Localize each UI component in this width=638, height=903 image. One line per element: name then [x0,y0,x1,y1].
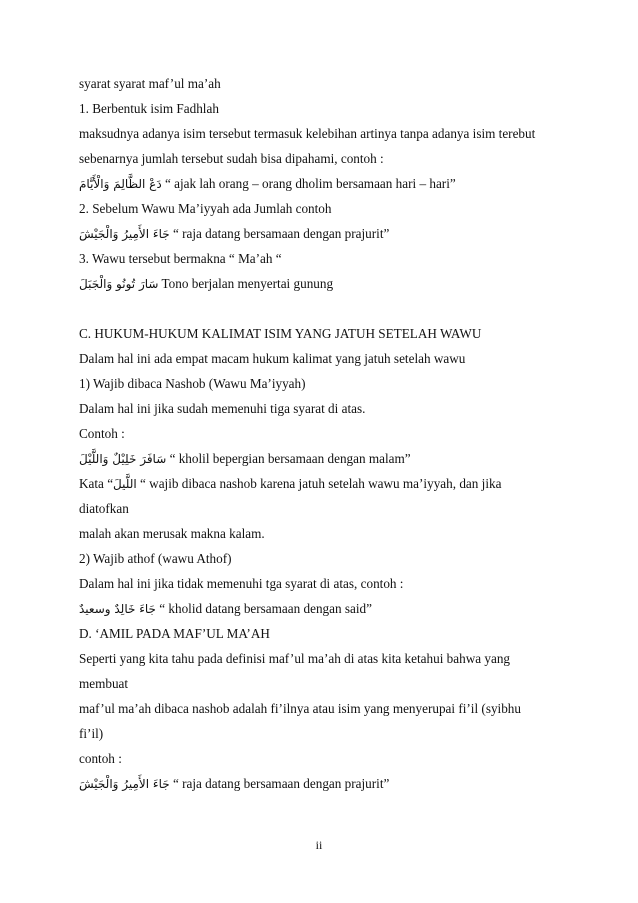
text-line-1: syarat syarat maf’ul ma’ah [79,76,221,91]
text-line-4: sebenarnya jumlah tersebut sudah bisa dipahami, contoh : [79,151,384,166]
arabic-text: سَارَ تُونُو وَالْجَبَلَ [79,277,159,291]
section-heading-d: D. ‘AMIL PADA MAF’UL MA’AH [79,626,270,641]
arabic-text: جَاءَ خَالِدٌ وسعيدٌ [79,602,156,616]
text-line-15: Contoh : [79,426,125,441]
text-line-25: membuat [79,676,129,691]
section-heading-c: C. HUKUM-HUKUM KALIMAT ISIM YANG JATUH SETELAH WAWU [79,326,482,341]
arabic-text: سَافَرَ خَلِيْلٌ وَاللَّيْلَ [79,452,167,466]
text-line-18: diatofkan [79,501,129,516]
text-line-6: 2. Sebelum Wawu Ma’iyyah ada Jumlah contoh [79,201,332,216]
text-line-21: Dalam hal ini jika tidak memenuhi tga syarat di atas, contoh : [79,576,404,591]
arabic-text: جَاءَ الأَمِيرُ وَالْجَيْشَ [79,777,170,791]
text-line-26: maf’ul ma’ah dibaca nashob adalah fi’ilnya atau isim yang menyerupai fi’il (syibhu [79,701,521,716]
example-line-1: دَعْ الظَّالِمَ وَالْأَيَّامَ “ ajak lah orang – orang dholim bersamaan hari – hari” [79,176,456,191]
text-line-3: maksudnya adanya isim tersebut termasuk kelebihan artinya tanpa adanya isim terebut [79,126,536,141]
example-line-6: جَاءَ الأَمِيرُ وَالْجَيْشَ “ raja datang bersamaan dengan prajurit” [79,776,390,791]
example-line-3: سَارَ تُونُو وَالْجَبَلَ Tono berjalan menyertai gunung [79,276,334,291]
text-line-12: Dalam hal ini ada empat macam hukum kalimat yang jatuh setelah wawu [79,351,466,366]
arabic-text: دَعْ الظَّالِمَ وَالْأَيَّامَ [79,177,162,191]
text-line-14: Dalam hal ini jika sudah memenuhi tiga syarat di atas. [79,401,366,416]
text-line-17: Kata “اللَّيلَ “ wajib dibaca nashob karena jatuh setelah wawu ma’iyyah, dan jika [79,476,502,491]
text-line-24: Seperti yang kita tahu pada definisi maf’ul ma’ah di atas kita ketahui bahwa yang [79,651,511,666]
text-line-8: 3. Wawu tersebut bermakna “ Ma’ah “ [79,251,282,266]
text-line-20: 2) Wajib athof (wawu Athof) [79,551,232,566]
text-line-2: 1. Berbentuk isim Fadhlah [79,101,219,116]
example-line-4: سَافَرَ خَلِيْلٌ وَاللَّيْلَ “ kholil bepergian bersamaan dengan malam” [79,451,411,466]
text-line-19: malah akan merusak makna kalam. [79,526,265,541]
example-line-2: جَاءَ الأَمِيرُ وَالْجَيْشَ “ raja datang bersamaan dengan prajurit” [79,226,390,241]
arabic-text: جَاءَ الأَمِيرُ وَالْجَيْشَ [79,227,170,241]
text-line-13: 1) Wajib dibaca Nashob (Wawu Ma’iyyah) [79,376,306,391]
text-line-28: contoh : [79,751,122,766]
text-line-27: fi’il) [79,726,104,741]
example-line-5: جَاءَ خَالِدٌ وسعيدٌ “ kholid datang bersamaan dengan said” [79,601,372,616]
arabic-text: اللَّيلَ [113,477,137,491]
page-number: ii [315,838,323,852]
